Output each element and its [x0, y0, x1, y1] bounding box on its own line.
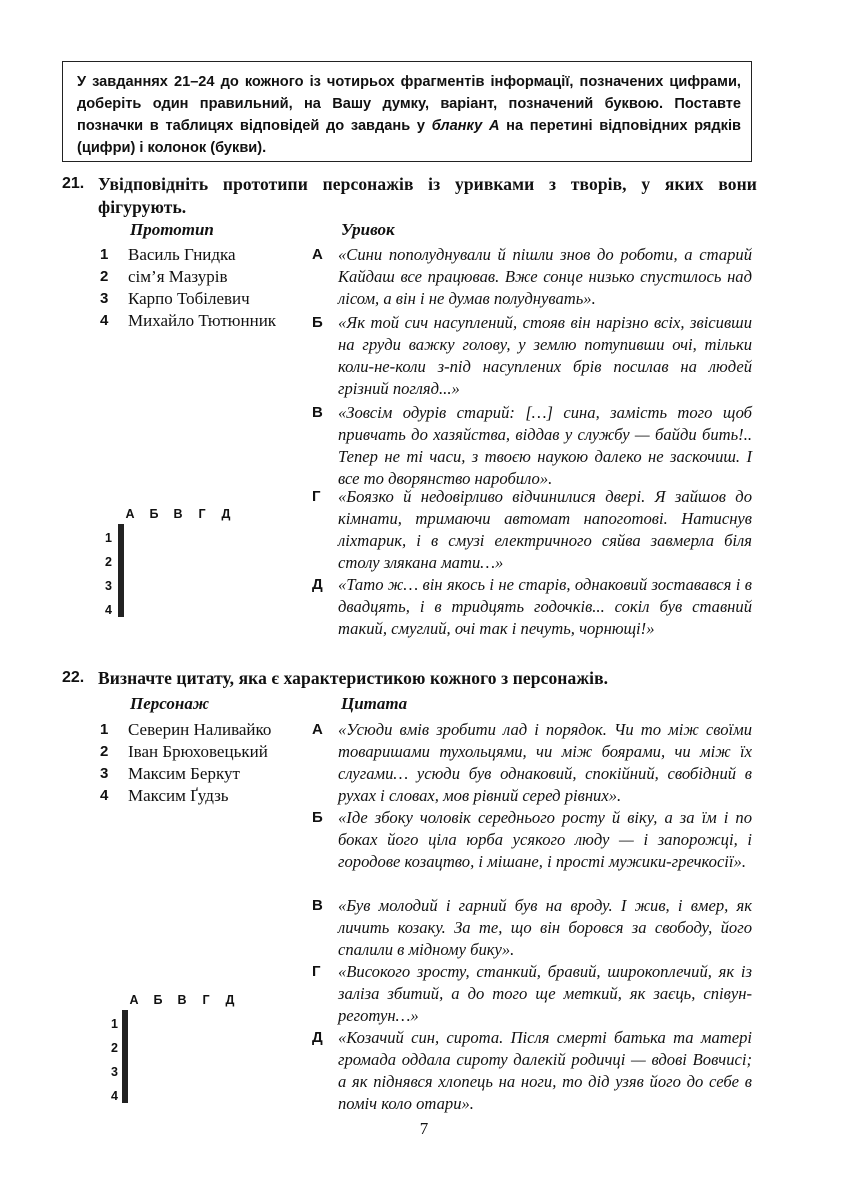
grid-col-label: Д: [221, 507, 231, 521]
task-22-option: [312, 1027, 752, 1115]
item-text: Василь Гнидка: [128, 245, 236, 264]
option-letter: Д: [312, 1029, 323, 1046]
item-text: Іван Брюховецький: [128, 742, 268, 761]
option-letter: Б: [312, 314, 323, 331]
task-21-right-header: Уривок: [341, 220, 395, 239]
option-text: «Іде збоку чоловік середнього росту й віку, а за їм і по боках його ціла юрба усякого люду — і запорожці, і городове козацтво, і мішане, і прості мужики-гречкосії».: [338, 808, 752, 871]
grid-col-label: Б: [149, 507, 159, 521]
option-text: «Боязко й недовірливо відчинилися двері. Я зайшов до кімнати, тримаючи автомат напоготові. Натиснув ліхтарик, і в смузі електричного сяйва завмерла біля столу злякана мати…»: [338, 487, 752, 572]
task-21-left-header: Прототип: [130, 220, 214, 239]
item-number: 3: [100, 290, 109, 307]
grid-col-label: Г: [202, 993, 210, 1007]
page-number: 7: [419, 1119, 429, 1138]
answer-cell[interactable]: [123, 571, 124, 594]
task-21-number: 21.: [62, 175, 85, 192]
grid-col-label: Г: [198, 507, 206, 521]
item-text: Максим Ґудзь: [128, 786, 229, 805]
answer-cell[interactable]: [127, 1034, 128, 1057]
answer-cell[interactable]: [127, 1057, 128, 1080]
grid-col-label: Д: [225, 993, 235, 1007]
task-22-option: [312, 807, 752, 873]
instruction-box: [62, 61, 752, 162]
item-text: Михайло Тютюнник: [128, 311, 277, 330]
option-letter: Г: [312, 963, 321, 980]
instruction-text: У завданнях 21–24 до кожного із чотирьох фрагментів інформації, позначених цифрами, доберіть один правильний, на Вашу думку, варіант, позначений буквою. Поставте позначки в таблицях відповідей до завдань у: [77, 74, 741, 134]
grid-row-label: 4: [105, 603, 112, 617]
option-text: «Зовсім одурів старий: […] сина, замість того щоб привчать до хазяйства, віддав у службу — байди бить!.. Тепер не ті часи, з твоєю наукою далеко не заскочиш. І все то дворянство наробило».: [338, 403, 752, 488]
item-text: Максим Беркут: [128, 764, 240, 783]
task-21-text: Увідповідніть прототипи персонажів із уривками з творів, у яких вони фігурують.: [98, 174, 757, 217]
item-text: сім’я Мазурів: [128, 267, 228, 286]
task-22-number: 22.: [62, 669, 85, 686]
option-letter: В: [312, 404, 323, 421]
task-22-option: [312, 719, 752, 807]
grid-col-label: В: [173, 507, 183, 521]
grid-row-label: 3: [105, 579, 112, 593]
task-22-option: [312, 961, 752, 1027]
task-22-text: Визначте цитату, яка є характеристикою кожного з персонажів.: [98, 668, 609, 688]
answer-cell[interactable]: [123, 594, 124, 617]
task-22-question: [62, 667, 757, 690]
task-21-option: [312, 486, 752, 574]
item-number: 2: [100, 268, 109, 285]
task-21-option: [312, 244, 752, 310]
item-number: 3: [100, 765, 109, 782]
grid-cells: [122, 1010, 128, 1103]
task-21-option: [312, 312, 752, 400]
answer-cell[interactable]: [123, 525, 124, 548]
task-22-right-header: Цитата: [341, 694, 408, 713]
grid-col-label: А: [125, 507, 135, 521]
grid-col-label: А: [129, 993, 139, 1007]
item-number: 4: [100, 312, 109, 329]
option-text: «Тато ж… він якось і не старів, однаковий зоставався і в двадцять, і в тридцять годочків... сокіл був ставний такий, смуглий, очі так і печуть, чорнющі!»: [338, 575, 752, 638]
task-22-option: [312, 895, 752, 961]
task-21-option: [312, 402, 752, 490]
option-letter: Д: [312, 576, 323, 593]
task-21-question: [62, 173, 757, 219]
instruction-text-end: на перетині відповідних рядків (цифри) і колонок (букви).: [77, 118, 741, 156]
option-letter: В: [312, 897, 323, 914]
option-letter: А: [312, 721, 323, 738]
option-letter: Б: [312, 809, 323, 826]
grid-col-label: Б: [153, 993, 163, 1007]
item-number: 2: [100, 743, 109, 760]
option-letter: А: [312, 246, 323, 263]
item-text: Карпо Тобілевич: [128, 289, 250, 308]
grid-row-label: 2: [105, 555, 112, 569]
option-text: «Як той сич насуплений, стояв він нарізно всіх, звісивши на груди важку голову, у землю потупивши очі, тільки коли-не-коли з-під насуплених брів посилав на людей грізний погляд...»: [338, 313, 752, 398]
grid-row-label: 2: [111, 1041, 118, 1055]
instruction-blank-name: бланку А: [431, 118, 500, 134]
answer-cell[interactable]: [127, 1011, 128, 1034]
task-22-left-header: Персонаж: [130, 694, 210, 713]
task-21-option: [312, 574, 752, 640]
answer-cell[interactable]: [127, 1080, 128, 1103]
option-text: «Сини пополуднували й пішли знов до роботи, а старий Кайдаш все працював. Вже сонце низько спустилось над лісом, а він і не думав полуднувать».: [338, 245, 752, 308]
answer-cell[interactable]: [123, 548, 124, 571]
option-text: «Козачий син, сирота. Після смерті батька та матері громада оддала сироту далекій родичці — вдові Вовчисі; а як піднявся хлопець на ноги, то дід узяв його до себе в поміч коло отари».: [338, 1028, 752, 1113]
grid-row-label: 4: [111, 1089, 118, 1103]
item-number: 1: [100, 246, 109, 263]
option-text: «Високого зросту, станкий, бравий, широкоплечий, як із заліза збитий, а до того ще меткий, як заєць, співун-реготун…»: [338, 962, 752, 1025]
item-text: Северин Наливайко: [128, 720, 272, 739]
grid-row-label: 1: [111, 1017, 118, 1031]
option-text: «Був молодий і гарний був на вроду. І жив, і вмер, як личить козаку. За те, що він боровся за свободу, його спалили в мідному бику».: [338, 896, 752, 959]
grid-row-label: 1: [105, 531, 112, 545]
item-number: 4: [100, 787, 109, 804]
item-number: 1: [100, 721, 109, 738]
grid-col-label: В: [177, 993, 187, 1007]
option-text: «Усюди вмів зробити лад і порядок. Чи то між своїми товаришами тухольцями, чи між боярами, чи між їх слугами… усюди був однаковий, спокійний, свобідний в рухах і словах, мов рівний серед рівних».: [338, 720, 752, 805]
grid-cells: [118, 524, 124, 617]
option-letter: Г: [312, 488, 321, 505]
grid-row-label: 3: [111, 1065, 118, 1079]
